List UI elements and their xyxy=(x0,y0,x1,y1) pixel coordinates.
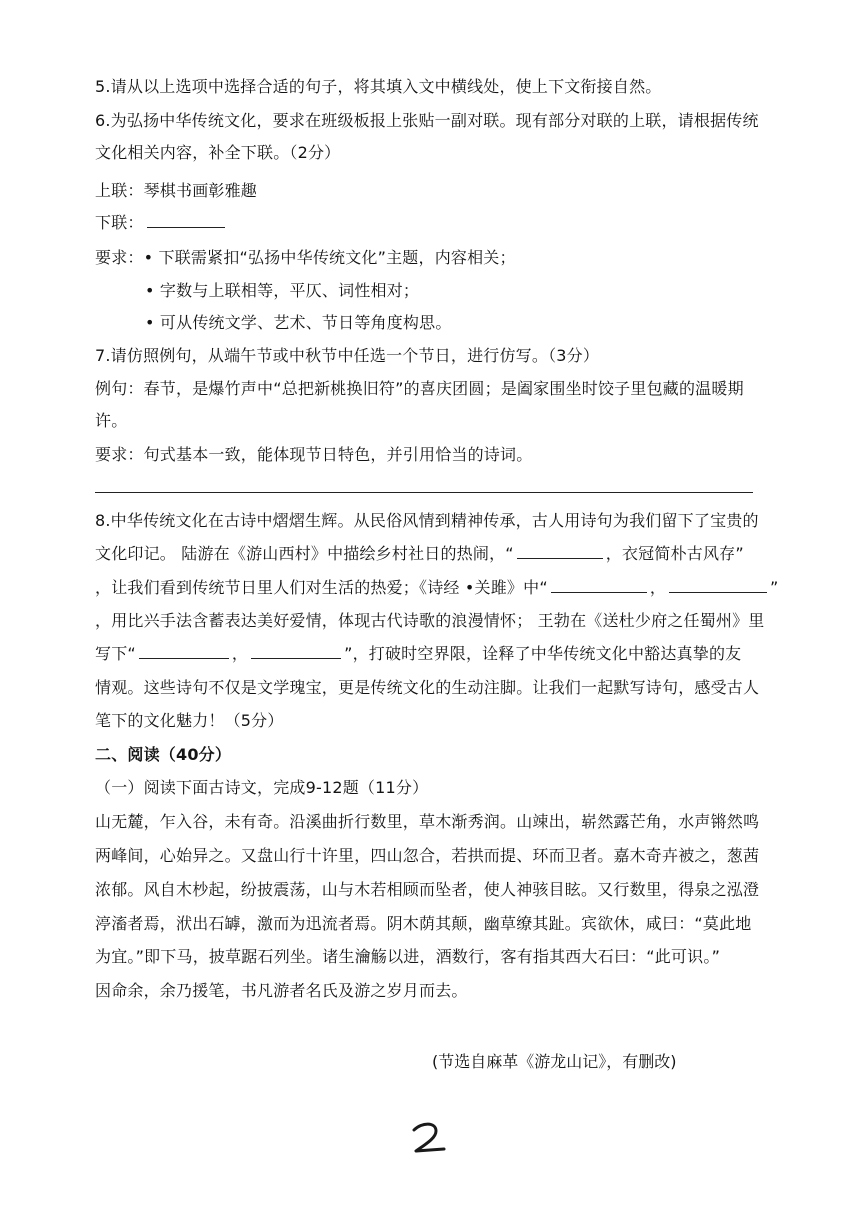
handwritten-page-number xyxy=(400,1118,460,1158)
passage-source: (节选自麻革《游龙山记》，有删改) xyxy=(432,1052,677,1071)
requirement-1 xyxy=(95,247,760,269)
couplet-lower xyxy=(95,212,760,234)
q8-text: ，衣冠简朴古风存” xyxy=(605,544,744,563)
answer-line[interactable] xyxy=(95,492,753,493)
couplet-lower-label: 下联： xyxy=(95,213,144,232)
requirement-label: 要求： xyxy=(95,248,144,267)
q8-text: ，让我们看到传统节日里人们对生活的热爱；《诗经 •关雎》中“ xyxy=(95,578,548,597)
question-6-line-2: 文化相关内容，补全下联。（2分） xyxy=(95,143,341,162)
q8-text: 写下“ xyxy=(95,644,136,663)
passage-line: 为宜。”即下马，披草踞石列坐。诸生瀹觞以进，酒数行，客有指其西大石曰：“此可识。” xyxy=(95,947,721,966)
requirement-2: • 字数与上联相等，平仄、词性相对； xyxy=(145,281,420,300)
q8-blank-3[interactable] xyxy=(669,577,767,593)
question-7-line-1: 7.请仿照例句，从端午节或中秋节中任选一个节日，进行仿写。（3分） xyxy=(95,346,600,365)
question-8-line-5 xyxy=(95,643,760,665)
q8-blank-5[interactable] xyxy=(251,643,341,659)
question-8-line-4: ，用比兴手法含蓄表达美好爱情，体现古代诗歌的浪漫情怀； 王勃在《送杜少府之任蜀州》里 xyxy=(95,611,765,630)
q8-blank-4[interactable] xyxy=(139,643,229,659)
question-7-example-1: 例句：春节，是爆竹声中“总把新桃换旧符”的喜庆团圆；是阖家围坐时饺子里包藏的温暖期 xyxy=(95,379,744,398)
passage-line: 浓郁。风自木杪起，纷披震荡，山与木若相顾而坠者，使人神骇目眩。又行数里，得泉之泓澄 xyxy=(95,880,760,899)
requirement-text: • 下联需紧扣“弘扬中华传统文化”主题，内容相关； xyxy=(143,248,516,267)
q8-text: ， xyxy=(231,644,249,663)
q8-text: ， xyxy=(649,578,667,597)
subsection-1-heading: （一）阅读下面古诗文，完成9-12题（11分） xyxy=(95,778,429,797)
q8-blank-2[interactable] xyxy=(551,577,647,593)
q8-text: ”，打破时空界限，诠释了中华传统文化中豁达真挚的友 xyxy=(344,644,742,663)
question-8-line-2 xyxy=(95,543,760,565)
question-7-requirement: 要求：句式基本一致，能体现节日特色，并引用恰当的诗词。 xyxy=(95,445,533,464)
question-8-line-1: 8.中华传统文化在古诗中熠熠生辉。从民俗风情到精神传承，古人用诗句为我们留下了宝贵的 xyxy=(95,511,759,530)
question-8-line-6: 情观。这些诗句不仅是文学瑰宝，更是传统文化的生动注脚。让我们一起默写诗句，感受古人 xyxy=(95,678,760,697)
question-6-line-1: 6.为弘扬中华传统文化，要求在班级板报上张贴一副对联。现有部分对联的上联，请根据传统 xyxy=(95,111,759,130)
q8-blank-1[interactable] xyxy=(517,543,603,559)
question-8-line-3 xyxy=(95,577,779,599)
passage-line: 渟滀者焉，洑出石罅，激而为迅流者焉。阴木荫其颠，幽草缭其趾。宾欲休，咸曰：“莫此地 xyxy=(95,914,752,933)
section-2-heading: 二、阅读（40分） xyxy=(95,745,232,764)
question-5: 5.请从以上选项中选择合适的句子，将其填入文中横线处，使上下文衔接自然。 xyxy=(95,77,662,96)
couplet-lower-blank[interactable] xyxy=(147,212,225,228)
requirement-3: • 可从传统文学、艺术、节日等角度构思。 xyxy=(145,313,452,332)
question-8-line-7: 笔下的文化魅力！（5分） xyxy=(95,711,284,730)
passage-line: 因命余，余乃援笔，书凡游者名氏及游之岁月而去。 xyxy=(95,981,468,1000)
q8-text: ” xyxy=(770,578,779,597)
passage-line: 山无麓，乍入谷，未有奇。沿溪曲折行数里，草木渐秀润。山竦出，崭然露芒角，水声锵然鸣 xyxy=(95,812,760,831)
q8-text: 文化印记。 陆游在《游山西村》中描绘乡村社日的热闹，“ xyxy=(95,544,514,563)
couplet-upper: 上联：琴棋书画彰雅趣 xyxy=(95,181,258,200)
passage-line: 两峰间，心始异之。又盘山行十许里，四山忽合，若拱而提、环而卫者。嘉木奇卉被之，葱茜 xyxy=(95,846,760,865)
question-7-example-2: 许。 xyxy=(95,411,128,430)
